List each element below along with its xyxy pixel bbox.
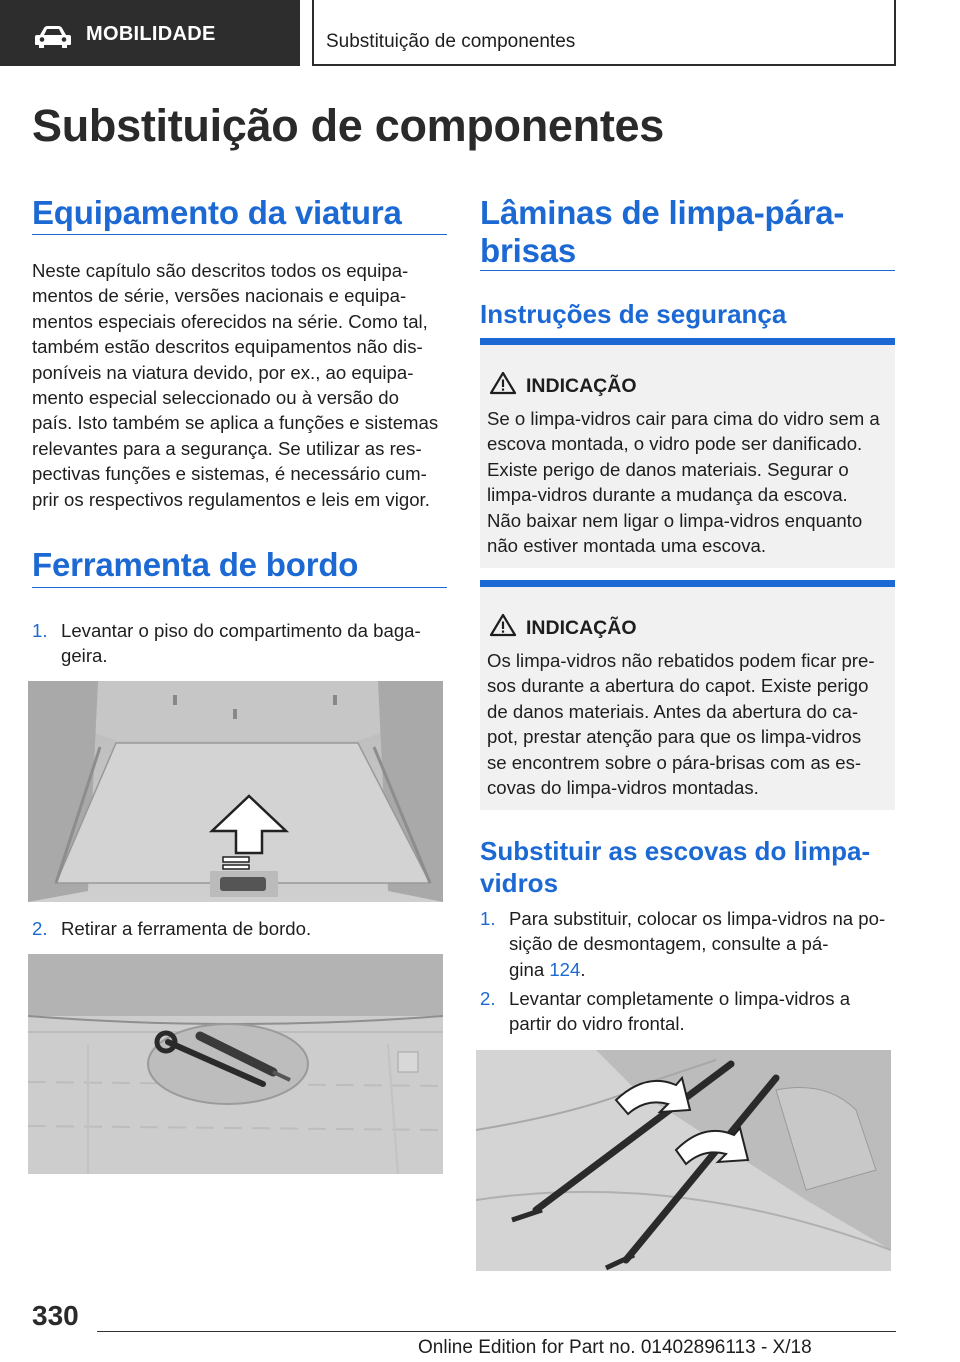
equipment-heading-rule bbox=[32, 234, 447, 235]
text-fragment: gina bbox=[509, 958, 550, 980]
wiper-arms-image bbox=[476, 1050, 891, 1271]
note-body bbox=[487, 406, 893, 558]
note-title: INDICAÇÃO bbox=[526, 617, 637, 639]
text-line bbox=[509, 957, 885, 982]
step-text bbox=[61, 618, 421, 669]
text-line: limpa-vidros durante a mudança da escova. bbox=[487, 484, 848, 506]
text-line: sos durante a abertura do capot. Existe perigo bbox=[487, 675, 869, 697]
footer-edition: Online Edition for Part no. 01402896113 - X/18 bbox=[418, 1337, 812, 1358]
wiper-heading-rule bbox=[480, 270, 895, 271]
step-number: 1. bbox=[480, 908, 496, 929]
wiper-step-1 bbox=[480, 906, 895, 984]
text-line: também estão descritos equipamentos não dis‐ bbox=[32, 336, 423, 358]
heading-line: Substituir as escovas do limpa- bbox=[480, 836, 871, 866]
text-line: país. Isto também se aplica a funções e sistemas bbox=[32, 412, 439, 434]
warning-icon bbox=[489, 613, 517, 637]
text-line: pot, prestar atenção para que os limpa-vidros bbox=[487, 726, 862, 748]
step-text bbox=[61, 916, 311, 941]
footer-rule bbox=[97, 1331, 896, 1332]
wiper-arms-illustration bbox=[476, 1050, 891, 1271]
text-line: Existe perigo de danos materiais. Segurar o bbox=[487, 458, 849, 480]
text-line: covas do limpa-vidros montadas. bbox=[487, 777, 759, 799]
section-label: MOBILIDADE bbox=[86, 23, 216, 45]
equipment-paragraph bbox=[32, 258, 450, 512]
section-tab[interactable] bbox=[0, 0, 300, 66]
page-title: Substituição de componentes bbox=[32, 100, 664, 151]
text-line: de danos materiais. Antes da abertura do ca‐ bbox=[487, 700, 859, 722]
text-line: não estiver montada uma escova. bbox=[487, 535, 767, 557]
luggage-floor-image bbox=[28, 681, 443, 902]
text-line: relevantes para a segurança. Se utilizar as res‐ bbox=[32, 437, 422, 459]
safety-note-1 bbox=[480, 338, 895, 568]
safety-heading: Instruções de segurança bbox=[480, 299, 787, 329]
text-line: Para substituir, colocar os limpa-vidros na po‐ bbox=[509, 908, 886, 929]
page-header bbox=[0, 0, 960, 66]
step-number: 2. bbox=[32, 918, 48, 939]
text-line: poníveis na viatura devido, por ex., ao equipa‐ bbox=[32, 361, 414, 383]
text-line: Levantar completamente o limpa-vidros a bbox=[509, 988, 851, 1009]
text-line: partir do vidro frontal. bbox=[509, 1013, 685, 1035]
text-line: sição de desmontagem, consulte a pá‐ bbox=[509, 933, 829, 955]
note-body bbox=[487, 648, 893, 800]
text-line: Levantar o piso do compartimento da baga‐ bbox=[61, 620, 421, 641]
page-number: 330 bbox=[32, 1300, 79, 1331]
text-line: prir os respectivos regulamentos e leis em vigor. bbox=[32, 488, 430, 510]
text-fragment: . bbox=[580, 958, 586, 980]
heading-line: vidros bbox=[480, 868, 559, 898]
tool-heading: Ferramenta de bordo bbox=[32, 546, 359, 583]
text-line: Neste capítulo são descritos todos os equipa‐ bbox=[32, 260, 409, 281]
text-line: Se o limpa-vidros cair para cima do vidro sem a bbox=[487, 408, 880, 429]
text-line: Os limpa-vidros não rebatidos podem ficar pre‐ bbox=[487, 650, 875, 671]
wiper-blades-heading bbox=[480, 194, 844, 270]
text-line: Não baixar nem ligar o limpa-vidros enquanto bbox=[487, 509, 863, 531]
page-reference-link[interactable]: 124 bbox=[549, 958, 581, 980]
note-title: INDICAÇÃO bbox=[526, 375, 637, 397]
breadcrumb bbox=[312, 0, 896, 66]
car-icon bbox=[34, 25, 72, 49]
text-line: Retirar a ferramenta de bordo. bbox=[61, 918, 312, 939]
luggage-floor-illustration bbox=[28, 681, 443, 902]
replace-wiper-heading bbox=[480, 835, 870, 899]
step-number: 1. bbox=[32, 620, 48, 641]
heading-line: brisas bbox=[480, 232, 577, 269]
breadcrumb-text: Substituição de componentes bbox=[326, 31, 576, 52]
text-line: mento especial seleccionado ou à versão do bbox=[32, 387, 399, 409]
tool-heading-rule bbox=[32, 587, 447, 588]
tool-step-1 bbox=[32, 618, 447, 670]
text-line: mentos de série, versões nacionais e equipa‐ bbox=[32, 285, 407, 307]
heading-line: Lâminas de limpa-pára- bbox=[480, 194, 845, 231]
onboard-tools-image bbox=[28, 954, 443, 1174]
wiper-step-2 bbox=[480, 986, 895, 1038]
text-line: escova montada, o vidro pode ser danificado. bbox=[487, 433, 863, 455]
step-text bbox=[509, 986, 850, 1037]
step-text bbox=[509, 906, 885, 982]
step-number: 2. bbox=[480, 988, 496, 1009]
text-line: se encontrem sobre o pára-brisas com as es‐ bbox=[487, 751, 862, 773]
tool-step-2 bbox=[32, 916, 447, 942]
text-line: geira. bbox=[61, 645, 108, 667]
safety-note-2 bbox=[480, 580, 895, 810]
text-line: mentos especiais oferecidos na série. Como tal, bbox=[32, 310, 428, 332]
onboard-tools-illustration bbox=[28, 954, 443, 1174]
text-line: pectivas funções e sistemas, é necessário cum‐ bbox=[32, 463, 427, 485]
warning-icon bbox=[489, 371, 517, 395]
equipment-heading: Equipamento da viatura bbox=[32, 194, 402, 231]
